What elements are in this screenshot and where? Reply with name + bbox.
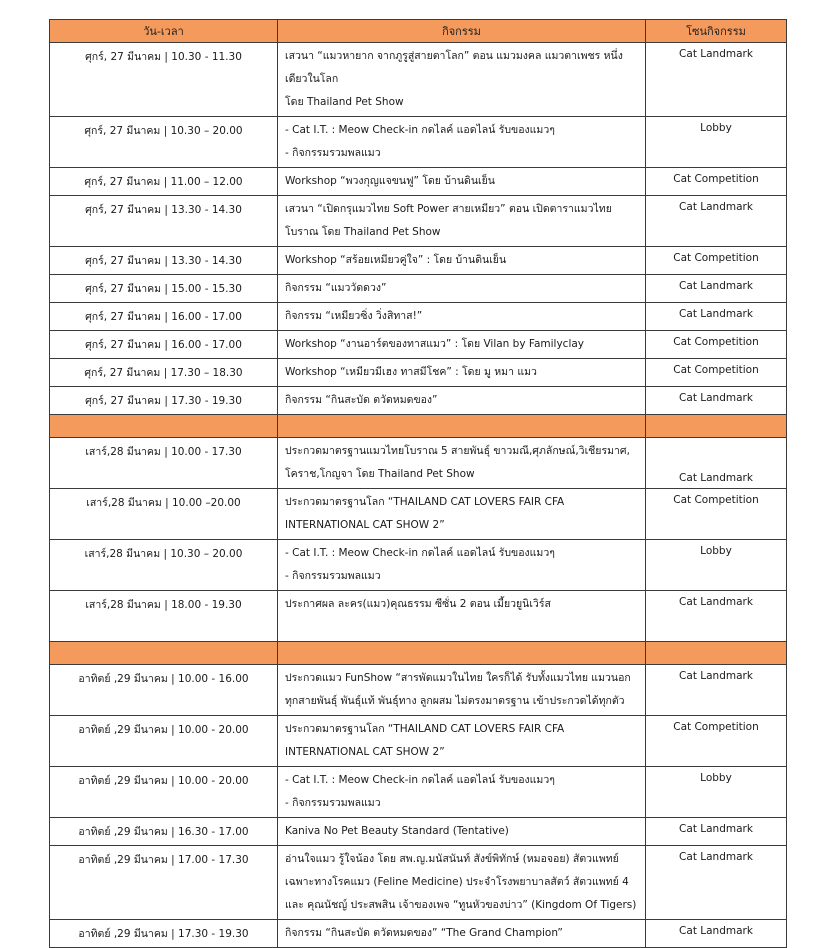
zone-cell: Cat Landmark [646,196,787,247]
activity-line: ทุกสายพันธุ์ พันธุ์แท้ พันธุ์ทาง ลูกผสม ไม่ตรงมาตรฐาน เข้าประกวดได้ทุกตัว [285,695,625,707]
table-row [50,247,787,275]
table-row [50,196,787,247]
datetime-cell: ศุกร์, 27 มีนาคม | 13.30 - 14.30 [50,196,278,247]
activity-line: กิจกรรม “กินสะบัด ตวัดหมดของ” “The Grand Champion” [285,927,563,939]
zone-cell: Lobby [646,540,787,591]
datetime-cell: ศุกร์, 27 มีนาคม | 10.30 – 20.00 [50,117,278,168]
table-row [50,489,787,540]
datetime-cell: อาทิตย์ ,29 มีนาคม | 16.30 - 17.00 [50,818,278,846]
activity-cell [278,489,646,540]
zone-cell: Cat Competition [646,331,787,359]
datetime-cell: อาทิตย์ ,29 มีนาคม | 10.00 - 20.00 [50,716,278,767]
activity-cell [278,846,646,920]
activity-line: Kaniva No Pet Beauty Standard (Tentative) [285,825,509,837]
activity-line: INTERNATIONAL CAT SHOW 2” [285,746,445,758]
activity-cell [278,591,646,642]
activity-line: - กิจกรรมรวมพลแมว [285,797,381,809]
zone-cell: Cat Competition [646,489,787,540]
separator-cell [50,642,278,665]
zone-cell: Lobby [646,767,787,818]
header-activity: กิจกรรม [278,20,646,43]
separator-cell [50,415,278,438]
activity-line: เดียวในโลก [285,73,339,85]
zone-cell: Cat Competition [646,359,787,387]
activity-line: เฉพาะทางโรคแมว (Feline Medicine) ประจำโรงพยาบาลสัตว์ สัตวแพทย์ 4 [285,876,629,888]
zone-cell: Cat Landmark [646,665,787,716]
activity-line: Workshop “สร้อยเหมียวคู่ใจ” : โดย บ้านดินเย็น [285,254,507,266]
activity-cell [278,716,646,767]
activity-line: INTERNATIONAL CAT SHOW 2” [285,519,445,531]
activity-line: เสวนา “เปิดกรุแมวไทย Soft Power สายเหมียว” ตอน เปิดตาราแมวไทย [285,203,612,215]
separator-cell [278,642,646,665]
datetime-cell: ศุกร์, 27 มีนาคม | 17.30 - 19.30 [50,387,278,415]
datetime-cell: อาทิตย์ ,29 มีนาคม | 10.00 - 20.00 [50,767,278,818]
day-separator-row [50,415,787,438]
table-row [50,168,787,196]
datetime-cell: ศุกร์, 27 มีนาคม | 16.00 - 17.00 [50,303,278,331]
separator-cell [278,415,646,438]
table-row [50,591,787,642]
activity-line: ประกวดมาตรฐานแมวไทยโบราณ 5 สายพันธุ์ ขาวมณี,ศุภลักษณ์,วิเชียรมาศ, [285,445,630,457]
activity-cell [278,359,646,387]
datetime-cell: ศุกร์, 27 มีนาคม | 10.30 - 11.30 [50,43,278,117]
zone-cell: Cat Landmark [646,303,787,331]
zone-cell: Cat Competition [646,716,787,767]
separator-cell [646,415,787,438]
schedule-document [49,19,786,948]
datetime-cell: อาทิตย์ ,29 มีนาคม | 17.00 - 17.30 [50,846,278,920]
zone-cell: Cat Landmark [646,438,787,489]
datetime-cell: อาทิตย์ ,29 มีนาคม | 17.30 - 19.30 [50,920,278,948]
zone-cell: Cat Competition [646,247,787,275]
table-row [50,387,787,415]
table-row [50,540,787,591]
activity-cell [278,168,646,196]
datetime-cell: เสาร์,28 มีนาคม | 10.30 – 20.00 [50,540,278,591]
activity-line: Workshop “พวงกุญแจขนฟู” โดย บ้านดินเย็น [285,175,495,187]
zone-cell: Cat Landmark [646,43,787,117]
activity-cell [278,117,646,168]
datetime-cell: ศุกร์, 27 มีนาคม | 16.00 - 17.00 [50,331,278,359]
activity-line: - Cat I.T. : Meow Check-in กดไลค์ แอดไลน์ รับของแมวๆ [285,547,555,559]
table-row [50,920,787,948]
datetime-cell: เสาร์,28 มีนาคม | 10.00 - 17.30 [50,438,278,489]
datetime-cell: อาทิตย์ ,29 มีนาคม | 10.00 - 16.00 [50,665,278,716]
table-row [50,767,787,818]
header-datetime: วัน-เวลา [50,20,278,43]
schedule-table [49,19,787,948]
zone-cell: Cat Landmark [646,846,787,920]
activity-cell [278,303,646,331]
activity-line: โดย Thailand Pet Show [285,96,404,108]
activity-line: โบราณ โดย Thailand Pet Show [285,226,441,238]
activity-line: กิจกรรม “แมววัดดวง” [285,282,387,294]
zone-cell: Cat Landmark [646,387,787,415]
activity-line: ประกวดมาตรฐานโลก “THAILAND CAT LOVERS FAIR CFA [285,496,565,508]
activity-cell [278,196,646,247]
activity-line: ประกาศผล ละคร(แมว)คุณธรรม ซีซั่น 2 ตอน เมี้ยวยูนิเวิร์ส [285,598,551,610]
datetime-cell: เสาร์,28 มีนาคม | 10.00 –20.00 [50,489,278,540]
datetime-cell: ศุกร์, 27 มีนาคม | 13.30 - 14.30 [50,247,278,275]
header-zone: โซนกิจกรรม [646,20,787,43]
separator-cell [646,642,787,665]
activity-cell [278,43,646,117]
activity-cell [278,275,646,303]
activity-cell [278,331,646,359]
activity-cell [278,247,646,275]
zone-cell: Lobby [646,117,787,168]
table-row [50,331,787,359]
datetime-cell: ศุกร์, 27 มีนาคม | 17.30 – 18.30 [50,359,278,387]
activity-line: และ คุณนัชญ์ ประสพสิน เจ้าของเพจ “ทูนหัวของบ่าว” (Kingdom Of Tigers) [285,899,637,911]
activity-line: เสวนา “แมวหายาก จากภูรูสู่สายตาโลก” ตอน แมวมงคล แมวตาเพชร หนึ่ง [285,50,623,62]
zone-cell: Cat Landmark [646,920,787,948]
activity-cell [278,920,646,948]
table-row [50,43,787,117]
schedule-body [50,43,787,948]
activity-line: - Cat I.T. : Meow Check-in กดไลค์ แอดไลน์ รับของแมวๆ [285,124,555,136]
activity-cell [278,387,646,415]
activity-line: อ่านใจแมว รู้ใจน้อง โดย สพ.ญ.มนัสนันท์ สังข์พิทักษ์ (หมอจอย) สัตวแพทย์ [285,853,619,865]
activity-line: - กิจกรรมรวมพลแมว [285,570,381,582]
zone-cell: Cat Landmark [646,275,787,303]
datetime-cell: เสาร์,28 มีนาคม | 18.00 - 19.30 [50,591,278,642]
activity-line: - กิจกรรมรวมพลแมว [285,147,381,159]
activity-line: - Cat I.T. : Meow Check-in กดไลค์ แอดไลน์ รับของแมวๆ [285,774,555,786]
table-row [50,846,787,920]
activity-line: กิจกรรม “เหมียวซิ่ง วิ่งสิทาส!” [285,310,423,322]
table-row [50,303,787,331]
activity-line: โคราช,โกญจา โดย Thailand Pet Show [285,468,475,480]
activity-line: Workshop “งานอาร์ตของทาสแมว” : โดย Vilan by Familyclay [285,338,585,350]
activity-cell [278,767,646,818]
table-row [50,716,787,767]
activity-line: กิจกรรม “กินสะบัด ตวัดหมดของ” [285,394,438,406]
table-row [50,818,787,846]
activity-cell [278,818,646,846]
zone-cell: Cat Landmark [646,591,787,642]
table-row [50,665,787,716]
table-row [50,275,787,303]
table-row [50,438,787,489]
activity-line [285,616,639,639]
day-separator-row [50,642,787,665]
table-row [50,359,787,387]
activity-cell [278,540,646,591]
header-row [50,20,787,43]
activity-line: ประกวดแมว FunShow “สารพัดแมวในไทย ใครก็ได้ รับทั้งแมวไทย แมวนอก [285,672,631,684]
table-row [50,117,787,168]
activity-line: ประกวดมาตรฐานโลก “THAILAND CAT LOVERS FAIR CFA [285,723,565,735]
activity-line: Workshop “เหมียวมีเฮง ทาสมีโชค” : โดย มู หมา แมว [285,366,537,378]
datetime-cell: ศุกร์, 27 มีนาคม | 15.00 - 15.30 [50,275,278,303]
zone-cell: Cat Landmark [646,818,787,846]
datetime-cell: ศุกร์, 27 มีนาคม | 11.00 – 12.00 [50,168,278,196]
activity-cell [278,665,646,716]
zone-cell: Cat Competition [646,168,787,196]
activity-cell [278,438,646,489]
